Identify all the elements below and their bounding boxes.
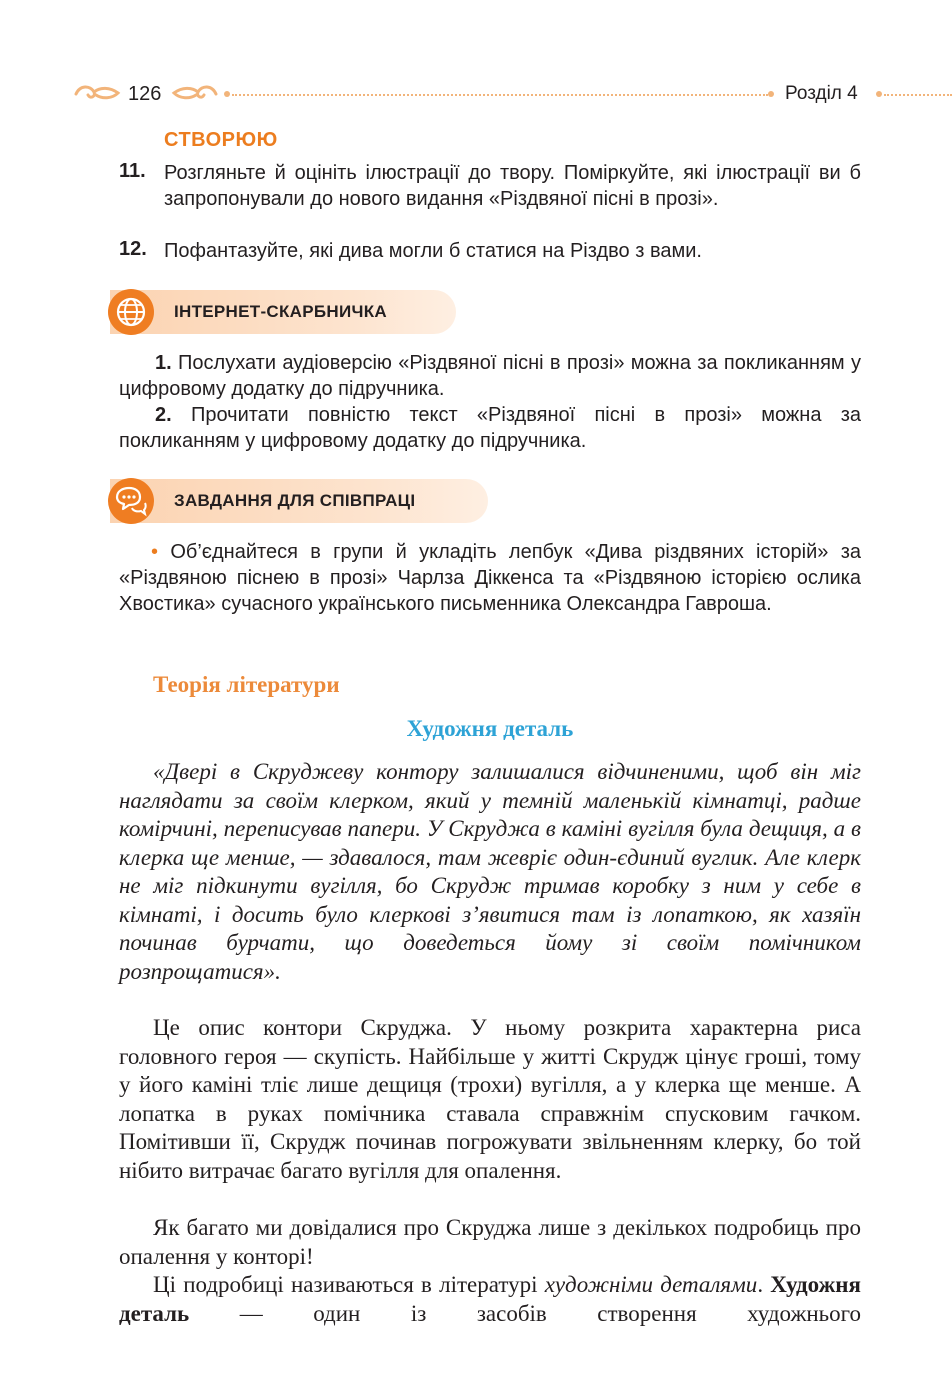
header-dot xyxy=(876,91,882,97)
internet-rubric-title: ІНТЕРНЕТ-СКАРБНИЧКА xyxy=(174,302,388,321)
definition-paragraph xyxy=(119,1271,861,1328)
internet-item xyxy=(119,402,861,454)
task-text: Розгляньте й оцініть ілюстрації до твору. Поміркуйте, які ілюстрації ви б запропонували до нового видання «Різдвяної пісні в прозі». xyxy=(164,162,861,210)
term-bold: Художня деталь xyxy=(119,1272,861,1326)
section-label: Розділ 4 xyxy=(785,83,858,104)
item-text: Послухати аудіоверсію «Різдвяної пісні в прозі» можна за покликанням у цифровому додатку до підручника. xyxy=(119,352,861,400)
right-flourish-icon xyxy=(170,83,220,105)
header-dot xyxy=(224,91,230,97)
body-paragraph: Це опис контори Скруджа. У ньому розкрита характерна риса головного героя — скупість. Найбільше у житті Скрудж цінує гроші, тому у його каміні тліє лише дещиця (трохи) вугілля, а у клерка ще менше. А лопатка в руках помічника ставала справжнім спусковим гачком. Помітивши її, Скрудж починав погрожувати звільненням клерку, бо той нібито витрачає багато вугілля для опалення. xyxy=(119,1015,861,1183)
task-number: 12. xyxy=(119,238,147,260)
item-number: 1. xyxy=(155,352,172,374)
term-italic: художніми деталями xyxy=(544,1272,758,1297)
task-text: Пофантазуйте, які дива могли б статися на Різдво з вами. xyxy=(164,240,702,262)
task-number: 11. xyxy=(119,160,146,182)
theory-heading: Теорія літератури xyxy=(153,672,340,697)
collab-text: Об’єднайтеся в групи й укладіть лепбук «Дива різдвяних історій» за «Різдвяною піснею в прозі» Чарлза Діккенса та «Різдвяною історією ослика Хвостика» сучасного українського письменника Олександра Гавроша. xyxy=(119,541,862,615)
header-rule-right xyxy=(884,94,952,96)
page-number: 126 xyxy=(128,83,162,105)
create-heading: СТВОРЮЮ xyxy=(164,129,278,151)
left-flourish-icon xyxy=(72,83,122,105)
internet-item xyxy=(119,350,861,402)
globe-icon xyxy=(115,296,147,328)
definition-start: Ці подробиці називаються в літературі xyxy=(153,1272,545,1297)
item-number: 2. xyxy=(155,404,172,426)
body-paragraph: Як багато ми довідалися про Скруджа лише з декількох подробиць про опалення у конторі! xyxy=(119,1215,861,1269)
item-text: Прочитати повністю текст «Різдвяної пісні в прозі» можна за покликанням у цифровому додатку до підручника. xyxy=(119,404,861,452)
chat-bubbles-icon xyxy=(114,485,148,517)
collab-task xyxy=(119,539,861,617)
header-rule xyxy=(232,94,768,96)
definition-end: — один із засобів створення художнього xyxy=(189,1300,861,1326)
header-dot xyxy=(768,91,774,97)
dickens-quote: «Двері в Скруджеву контору залишалися відчиненими, щоб він міг наглядати за своїм клерком, який у темній маленькій кімнатці, радше комірчині, переписував папери. У Скруджа в каміні вугілля була дещиця, а в клерка ще менше, — здавалося, там жевріє один-єдиний вуглик. Але клерк не міг підкинути вугілля, бо Скрудж тримав коробку з ним у себе в кімнаті, і досить було клеркові з’явитися там із лопаткою, як хазяїн починав бурчати, що доведеться йому зі своїм помічником розпрощатися». xyxy=(119,759,861,984)
topic-heading: Художня деталь xyxy=(406,716,574,741)
collab-rubric-title: ЗАВДАННЯ ДЛЯ СПІВПРАЦІ xyxy=(174,491,416,510)
bullet-icon: • xyxy=(151,541,159,563)
definition-separator: . xyxy=(757,1272,771,1297)
